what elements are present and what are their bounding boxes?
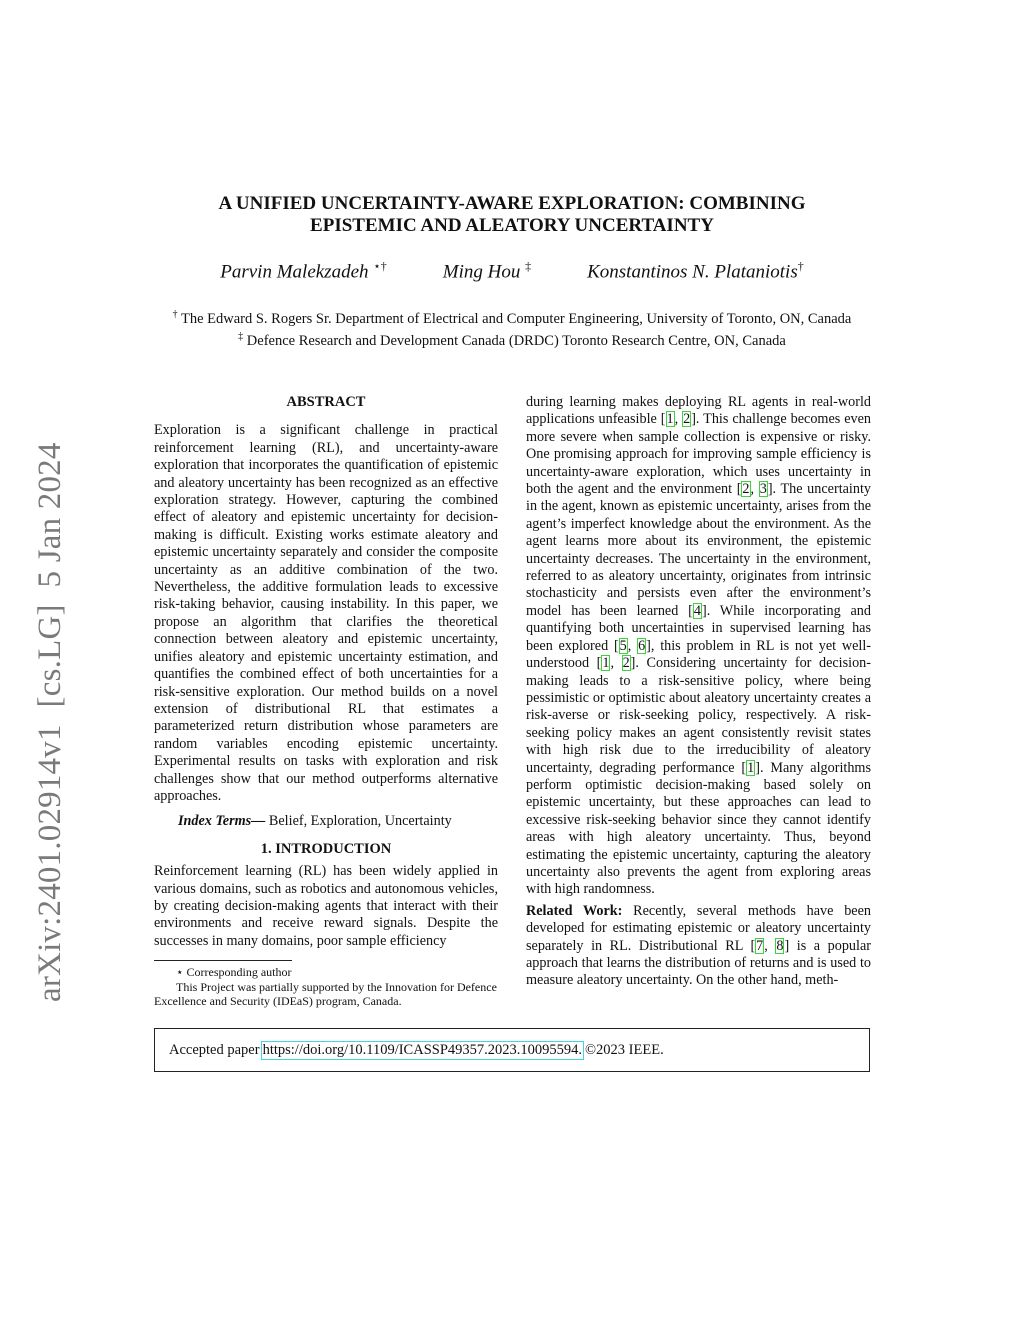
accepted-prefix: Accepted paper: [169, 1041, 260, 1058]
footnote-divider: [154, 960, 292, 961]
affiliation-1: † The Edward S. Rogers Sr. Department of Electrical and Computer Engineering, University of Toronto, ON, Canada: [172, 309, 852, 327]
index-terms-label: Index Terms—: [178, 813, 266, 830]
author-1: Parvin Malekzadeh ⋆†: [220, 259, 387, 283]
citation-link[interactable]: 7: [756, 937, 764, 954]
footnote-funding: This Project was partially supported by the Innovation for Defence Excellence and Security (IDEaS) program, Canada.: [154, 979, 497, 1009]
doi-link[interactable]: https://doi.org/10.1109/ICASSP49357.2023.10095594.: [262, 1041, 583, 1058]
left-column: [154, 394, 498, 1009]
related-work-label: Related Work:: [526, 902, 623, 919]
title-line-2: EPISTEMIC AND ALEATORY UNCERTAINTY: [310, 215, 714, 236]
index-terms-text: Belief, Exploration, Uncertainty: [268, 813, 452, 830]
citation-link[interactable]: 3: [759, 481, 767, 498]
citation-link[interactable]: 4: [693, 602, 701, 619]
citation-link[interactable]: 1: [747, 759, 755, 776]
arxiv-identifier-stamp: arXiv:2401.02914v1 [cs.LG] 5 Jan 2024: [32, 442, 68, 1002]
abstract-heading: ABSTRACT: [286, 394, 366, 410]
citation-link[interactable]: 6: [638, 637, 646, 654]
citation-link[interactable]: 1: [602, 655, 610, 672]
paper-title: [150, 193, 874, 237]
author-list: [150, 259, 874, 283]
affiliation-2: ‡ Defence Research and Development Canada (DRDC) Toronto Research Centre, ON, Canada: [238, 331, 786, 349]
citation-link[interactable]: 2: [622, 655, 630, 672]
intro-text-left: Reinforcement learning (RL) has been widely applied in various domains, such as robotics and autonomous vehicles, by creating decision-making agents that interact with their environments and receive reward signals. Despite the successes in many domains, poor sample efficiency: [154, 863, 498, 949]
copyright-notice: ©2023 IEEE.: [585, 1041, 664, 1058]
related-work-paragraph: Related Work: Recently, several methods have been developed for estimating epistemic or aleatory uncertainty separately in RL. Distributional RL [7, 8] is a popular approach that learns the distribution of returns and is used to measure aleatory uncertainty. On the other hand, meth-: [526, 902, 871, 989]
author-3: Konstantinos N. Plataniotis†: [587, 259, 804, 283]
index-terms: [154, 813, 498, 830]
section-1-heading: 1. INTRODUCTION: [260, 840, 392, 857]
title-line-1: A UNIFIED UNCERTAINTY-AWARE EXPLORATION: COMBINING: [218, 193, 806, 214]
abstract-text: Exploration is a significant challenge in practical reinforcement learning (RL), and uncertainty-aware exploration that incorporates the quantification of epistemic and aleatory uncertainty has been recognized as an effective exploration strategy. However, capturing the combined effect of aleatory and epistemic uncertainty for decision-making is difficult. Existing works estimate aleatory and epistemic uncertainty separately and consider the composite uncertainty as an additive combination of the two. Nevertheless, the additive formulation leads to excessive risk-taking behavior, causing instability. In this paper, we propose an algorithm that clarifies the theoretical connection between aleatory and epistemic uncertainty, unifies aleatory and epistemic uncertainty estimation, and quantifies the combined effect of both uncertainties for a risk-sensitive exploration. Our method builds on a novel extension of distributional RL that estimates a parameterized return distribution whose parameters are random variables encoding epistemic uncertainty. Experimental results on tasks with exploration and risk challenges show that our method outperforms alternative approaches.: [154, 422, 498, 804]
footnote-corresponding: ⋆ Corresponding author: [176, 965, 292, 980]
intro-text-right: during learning makes deploying RL agents in real-world applications unfeasible [1, 2]. This challenge becomes even more severe when sample collection is expensive or risky. One promising approach for improving sample efficiency is uncertainty-aware exploration, which uses uncertainty in both the agent and the environment [2, 3]. The uncertainty in the agent, known as epistemic uncertainty, arises from the agent’s imperfect knowledge about the environment. As the agent learns more about its environment, the epistemic uncertainty decreases. The uncertainty in the environment, referred to as aleatory uncertainty, originates from intrinsic stochasticity and persists even after the environment’s model has been learned [4]. While incorporating and quantifying both uncertainties in supervised learning has been explored [5, 6], this problem in RL is not yet well-understood [1, 2]. Considering uncertainty for decision-making leads to a risk-sensitive policy, where being pessimistic or optimistic about aleatory uncertainty creates a risk-averse or risk-seeking policy, respectively. A risk-seeking policy makes an agent consistently revisit states with high risk due to the irreducibility of aleatory uncertainty, degrading performance [1]. Many algorithms perform optimistic decision-making based solely on epistemic uncertainty, but these approaches can lead to excessive risk-seeking behavior since they cannot identify areas with high aleatory uncertainty. Thus, beyond estimating the epistemic uncertainty, capturing the aleatory uncertainty also prevents the agent from exploring areas with high randomness.: [526, 394, 872, 898]
citation-link[interactable]: 2: [683, 411, 691, 428]
citation-link[interactable]: 8: [776, 937, 784, 954]
right-column: [526, 394, 871, 990]
citation-link[interactable]: 5: [619, 637, 627, 654]
author-2: Ming Hou ‡: [442, 259, 532, 283]
citation-link[interactable]: 1: [666, 411, 674, 428]
accepted-paper-box: [154, 1028, 870, 1072]
citation-link[interactable]: 2: [742, 481, 750, 498]
